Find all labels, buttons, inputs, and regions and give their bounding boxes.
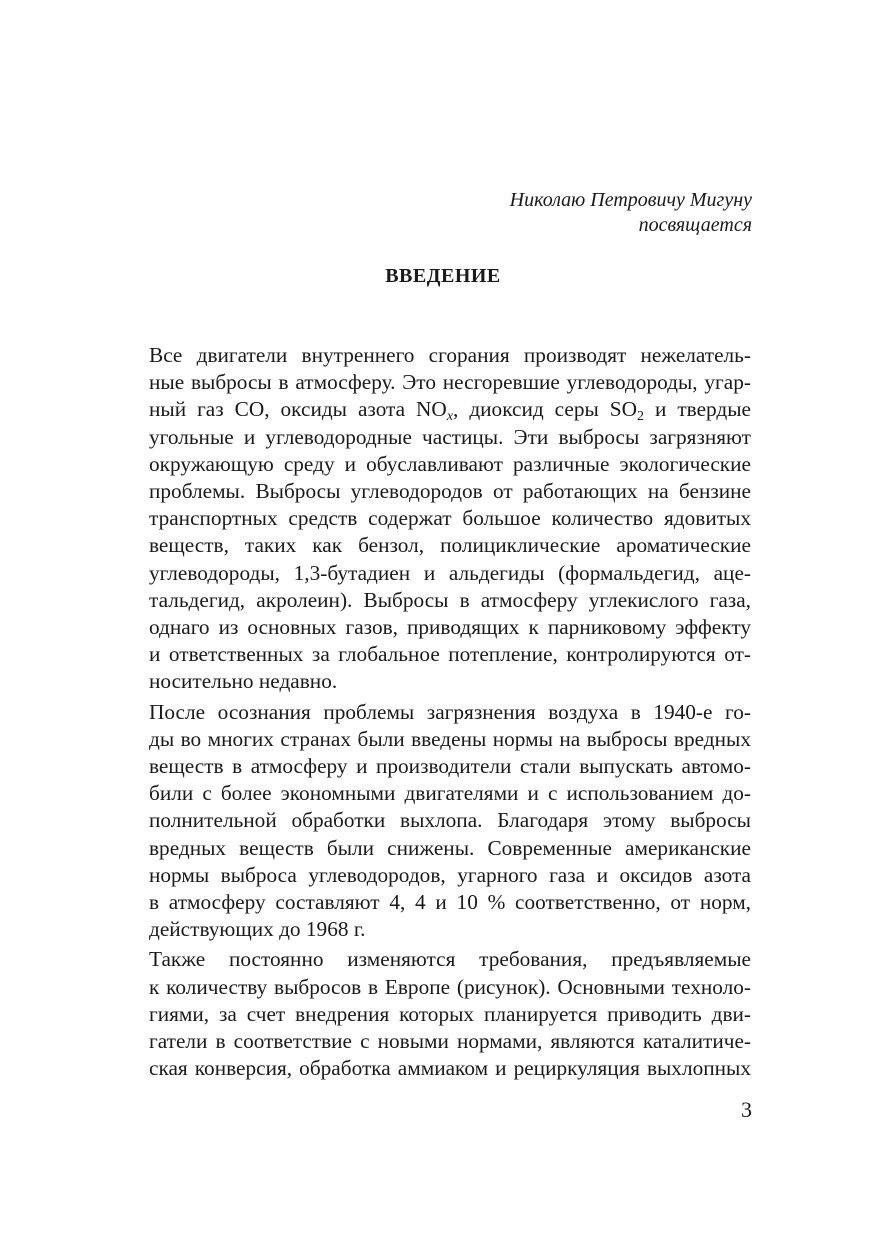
subscript: x <box>446 409 454 425</box>
text-line: полнительной обработки выхлопа. Благодаря этому выбросы <box>149 808 751 833</box>
text-line: нормы выброса углеводородов, угарного газа и оксидов азота <box>149 862 751 887</box>
text-line: однаго из основных газов, приводящих к парниковому эффекту <box>149 615 751 640</box>
text-line: гиями, за счет внедрения которых планируется приводить дви- <box>149 1001 751 1026</box>
chapter-heading: ВВЕДЕНИЕ <box>385 265 501 287</box>
text-line: транспортных средств содержат большое количество ядовитых <box>149 506 751 531</box>
text-line: углеводороды, 1,3-бутадиен и альдегиды (формальдегид, аце- <box>149 560 751 585</box>
text-fragment: ный газ CO, оксиды азота NO <box>149 397 447 422</box>
text-line: ская конверсия, обработка аммиаком и рециркуляция выхлопных <box>149 1056 751 1081</box>
text-line: ды во многих странах были введены нормы на выбросы вредных <box>149 726 751 751</box>
paragraph-1 <box>113 342 751 696</box>
dedication <box>510 188 752 238</box>
text-fragment: , диоксид серы SO <box>453 397 637 422</box>
body-text <box>113 342 751 1085</box>
subscript: 2 <box>637 409 644 425</box>
text-line: в атмосферу составляют 4, 4 и 10 % соответственно, от норм, <box>149 890 751 915</box>
text-line: били с более экономными двигателями и с использованием до- <box>149 781 751 806</box>
text-line: веществ в атмосферу и производители стали выпускать автомо- <box>149 754 751 779</box>
text-line: к количеству выбросов в Европе (рисунок). Основными техноло- <box>149 974 751 999</box>
text-line: гатели в соответствие с новыми нормами, являются каталитиче- <box>149 1029 751 1054</box>
text-line: веществ, таких как бензол, полициклические ароматические <box>149 533 751 558</box>
text-line-with-formulas <box>113 396 751 423</box>
text-line: Все двигатели внутреннего сгорания производят нежелатель- <box>149 343 751 367</box>
text-line: Также постоянно изменяются требования, предъявляемые <box>149 947 751 972</box>
text-line: действующих до 1968 г. <box>149 917 366 942</box>
text-line: угольные и углеводородные частицы. Эти выбросы загрязняют <box>149 424 751 449</box>
text-line: и ответственных за глобальное потепление, контролируются от- <box>149 642 751 667</box>
text-fragment: и твердые <box>644 397 751 422</box>
text-line: проблемы. Выбросы углеводородов от работающих на бензине <box>149 479 751 504</box>
paragraph-2 <box>113 699 751 944</box>
text-line: окружающую среду и обуславливают различные экологические <box>149 451 751 476</box>
dedication-line-1: Николаю Петровичу Мигуну <box>509 189 752 211</box>
page-number: 3 <box>741 1097 752 1122</box>
dedication-line-2: посвящается <box>638 214 752 236</box>
text-line: вредных веществ были снижены. Современные американские <box>149 835 751 860</box>
paragraph-3 <box>113 946 751 1082</box>
text-line: ные выбросы в атмосферу. Это несгоревшие углеводороды, угар- <box>149 370 751 395</box>
text-line: тальдегид, акролеин). Выбросы в атмосферу углекислого газа, <box>149 587 751 612</box>
text-line: После осознания проблемы загрязнения воздуха в 1940-е го- <box>149 699 751 724</box>
text-line: носительно недавно. <box>149 669 338 694</box>
